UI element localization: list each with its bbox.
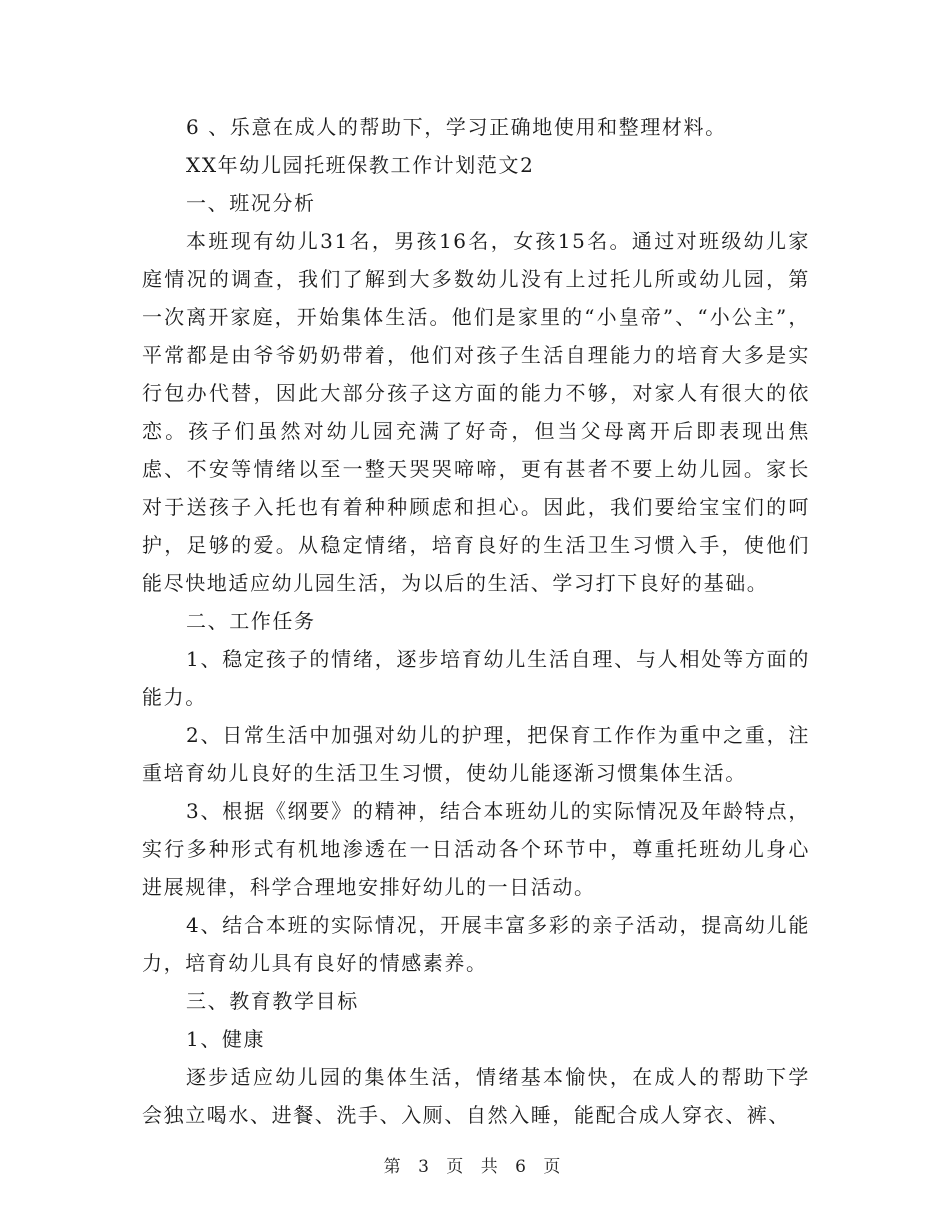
- paragraph-materials-goal: 6 、乐意在成人的帮助下，学习正确地使用和整理材料。: [186, 115, 727, 139]
- paragraph-document-title: XX年幼儿园托班保教工作计划范文2: [186, 153, 535, 177]
- section-heading-teaching-goals: 三、教育教学目标: [186, 989, 359, 1013]
- paragraph-task-1: 1、稳定孩子的情绪，逐步培育幼儿生活自理、与人相处等方面的能力。: [142, 647, 810, 709]
- section-heading-class-analysis: 一、班况分析: [186, 191, 316, 215]
- paragraph-task-2: 2、日常生活中加强对幼儿的护理，把保育工作作为重中之重，注重培育幼儿良好的生活卫生习惯，使幼儿能逐渐习惯集体生活。: [142, 723, 810, 785]
- paragraph-task-4: 4、结合本班的实际情况，开展丰富多彩的亲子活动，提高幼儿能力，培育幼儿具有良好的情感素养。: [142, 913, 810, 975]
- document-body: [142, 108, 810, 1134]
- subheading-health: 1、健康: [186, 1027, 266, 1051]
- paragraph-health-goal: 逐步适应幼儿园的集体生活，情绪基本愉快，在成人的帮助下学会独立喝水、进餐、洗手、入厕、自然入睡，能配合成人穿衣、裤、: [142, 1065, 810, 1127]
- paragraph-task-3: 3、根据《纲要》的精神，结合本班幼儿的实际情况及年龄特点，实行多种形式有机地渗透在一日活动各个环节中，尊重托班幼儿身心进展规律，科学合理地安排好幼儿的一日活动。: [142, 799, 810, 899]
- section-heading-work-tasks: 二、工作任务: [186, 609, 316, 633]
- paragraph-class-analysis: 本班现有幼儿31名，男孩16名，女孩15名。通过对班级幼儿家庭情况的调查，我们了解到大多数幼儿没有上过托儿所或幼儿园，第一次离开家庭，开始集体生活。他们是家里的“小皇帝”、“小公主”，平常都是由爷爷奶奶带着，他们对孩子生活自理能力的培育大多是实行包办代替，因此大部分孩子这方面的能力不够，对家人有很大的依恋。孩子们虽然对幼儿园充满了好奇，但当父母离开后即表现出焦虑、不安等情绪以至一整天哭哭啼啼，更有甚者不要上幼儿园。家长对于送孩子入托也有着种种顾虑和担心。因此，我们要给宝宝们的呵护，足够的爱。从稳定情绪，培育良好的生活卫生习惯入手，使他们能尽快地适应幼儿园生活，为以后的生活、学习打下良好的基础。: [142, 229, 810, 595]
- page-number-footer: 第 3 页 共 6 页: [383, 1157, 567, 1177]
